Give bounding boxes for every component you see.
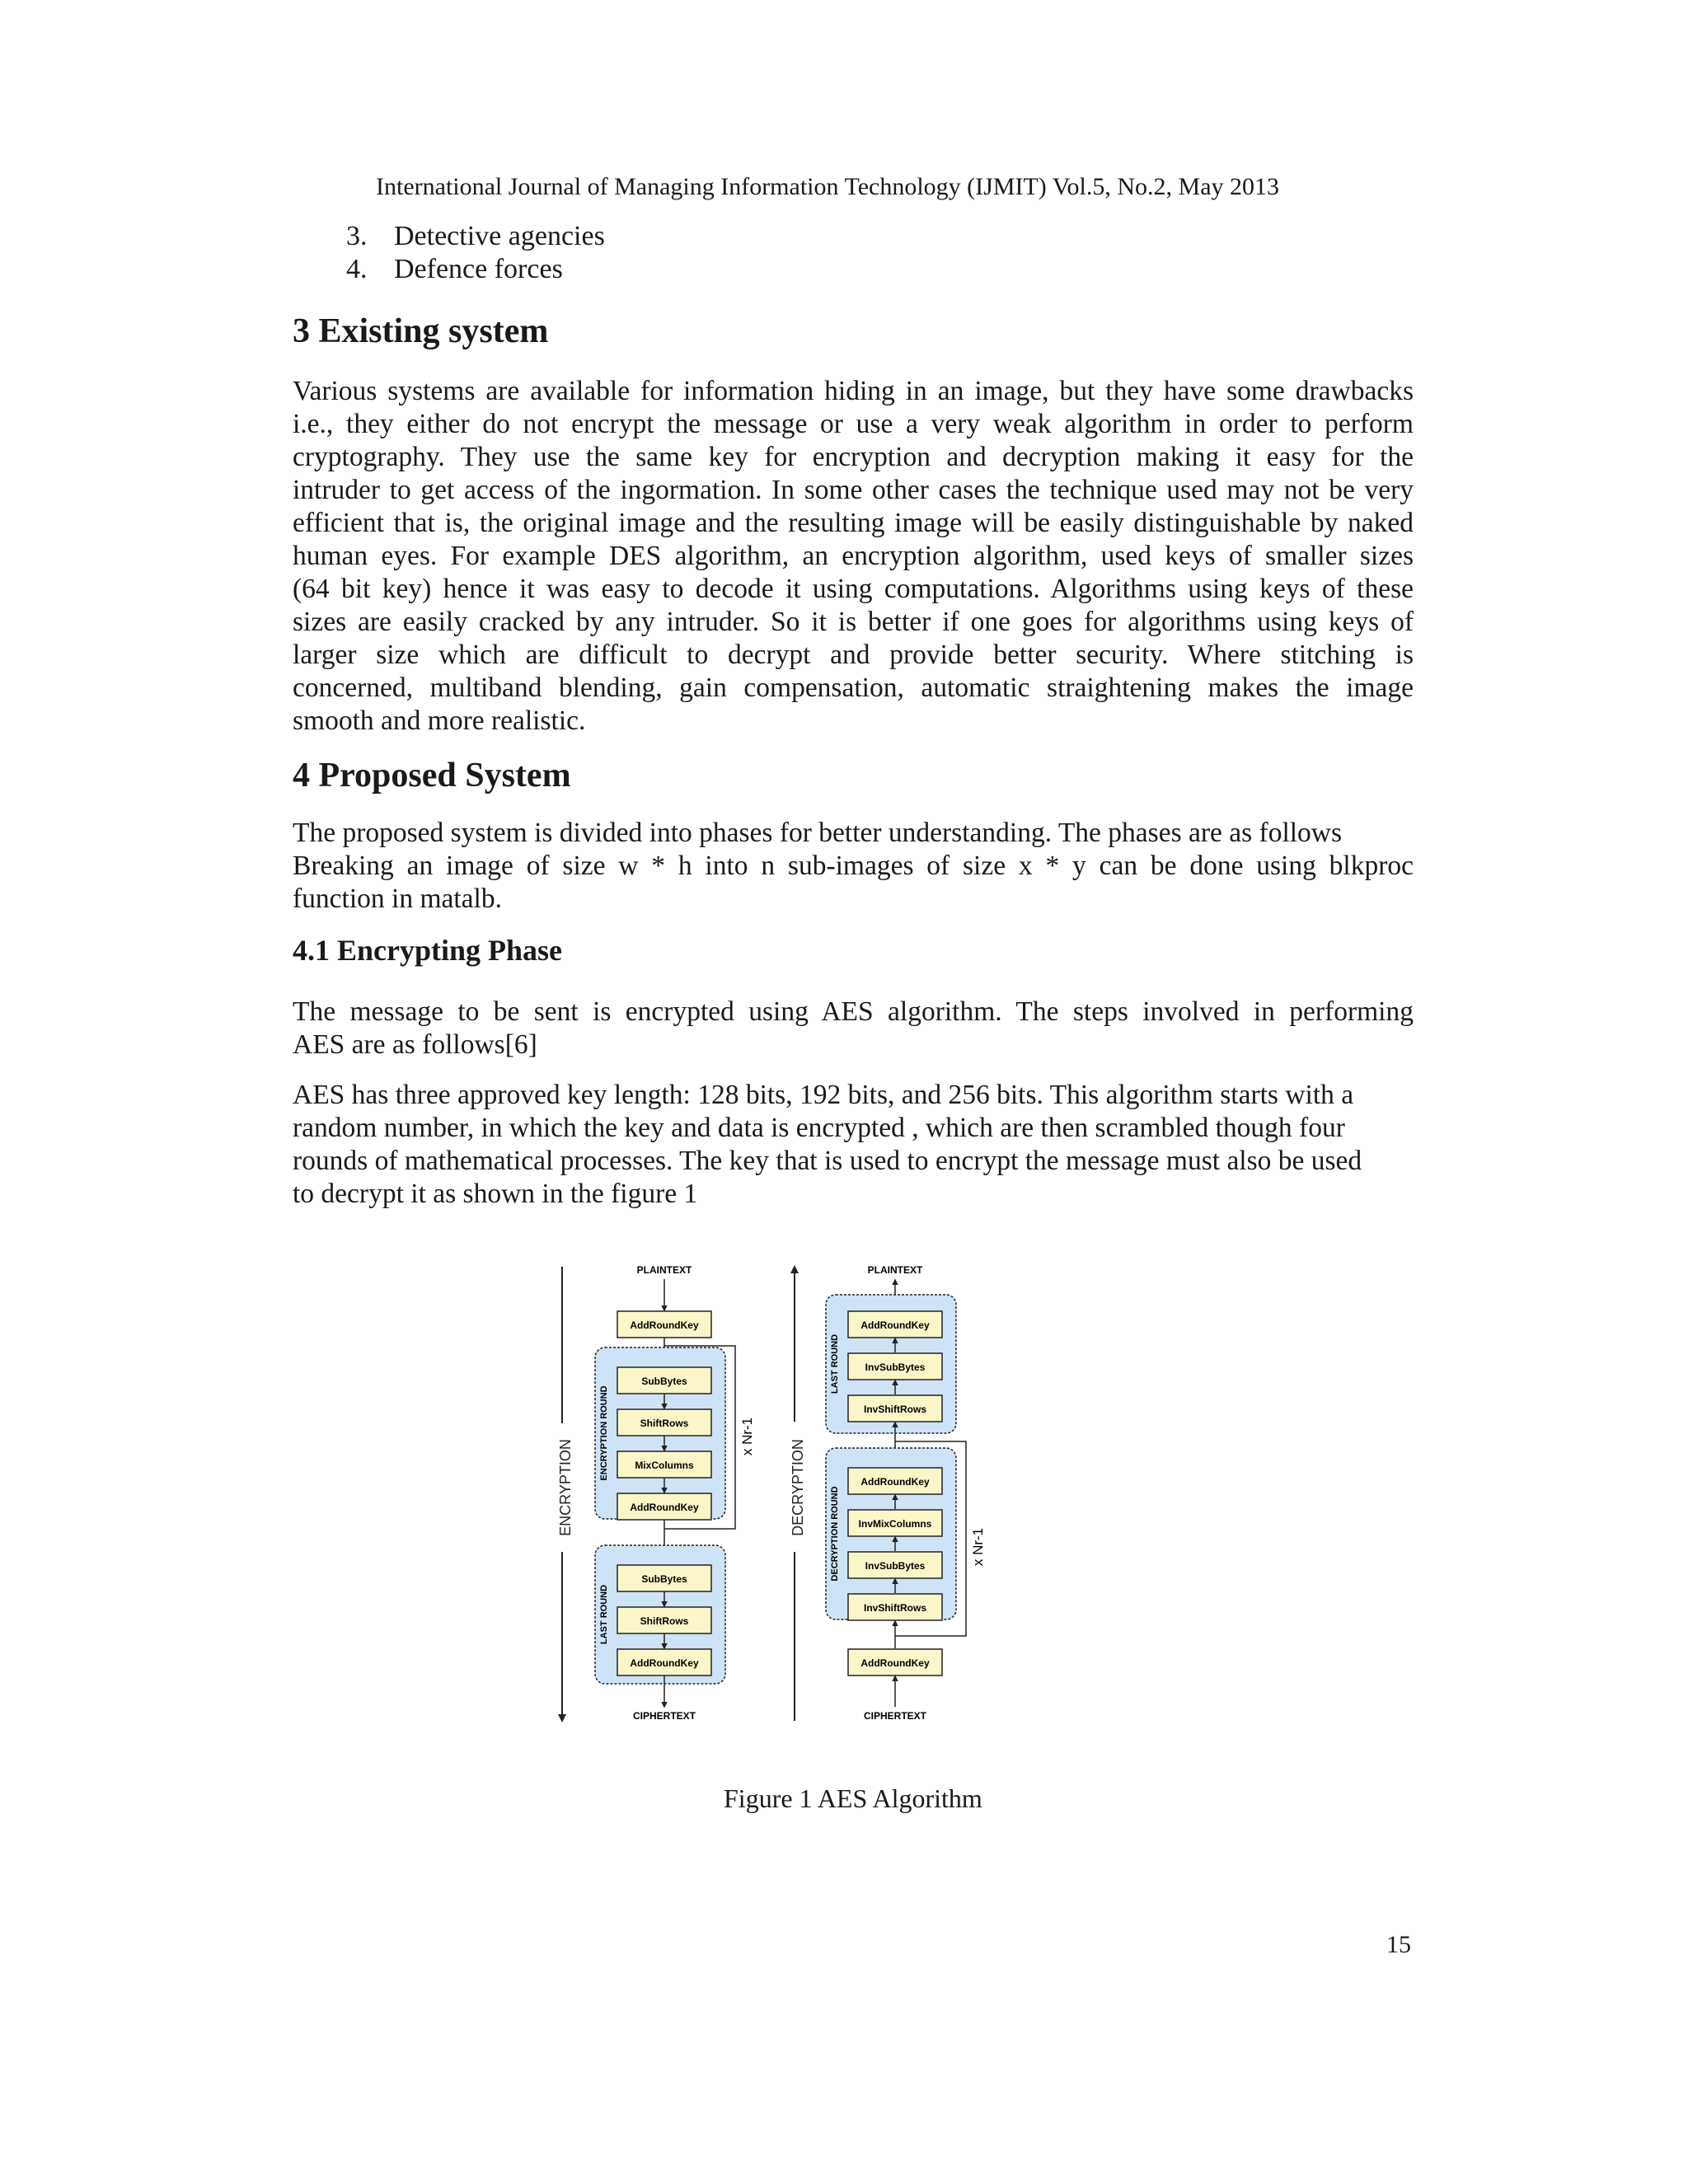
decryption-ciphertext-label: CIPHERTEXT bbox=[863, 1710, 927, 1722]
running-header: International Journal of Managing Information Technology (IJMIT) Vol.5, No.2, May 2013 bbox=[376, 173, 1280, 200]
step-label: AddRoundKey bbox=[630, 1502, 699, 1513]
last-round-label: LAST ROUND bbox=[599, 1584, 609, 1645]
step-label: ShiftRows bbox=[640, 1615, 689, 1627]
text-line: to decrypt it as shown in the figure 1 bbox=[293, 1179, 698, 1209]
encrypting-paragraph-2 bbox=[293, 1079, 1414, 1211]
section-heading-proposed-system: 4 Proposed System bbox=[293, 757, 571, 794]
text-line: efficient that is, the original image and the resulting image will be easily distinguishable by naked bbox=[293, 508, 1414, 538]
step-label: InvSubBytes bbox=[865, 1361, 926, 1373]
step-label: SubBytes bbox=[641, 1573, 687, 1585]
text-line: Breaking an image of size w * h into n sub-images of size x * y can be done using blkproc bbox=[293, 851, 1414, 881]
text-line: i.e., they either do not encrypt the message or use a very weak algorithm in order to perform bbox=[293, 409, 1414, 439]
section-heading-existing-system: 3 Existing system bbox=[293, 312, 549, 350]
step-label: ShiftRows bbox=[640, 1418, 689, 1429]
decryption-plaintext-label: PLAINTEXT bbox=[867, 1264, 923, 1276]
text-line: intruder to get access of the ingormation. In some other cases the technique used may not be very bbox=[293, 475, 1414, 505]
figure-caption: Figure 1 AES Algorithm bbox=[724, 1783, 982, 1813]
repeat-label: x Nr-1 bbox=[970, 1527, 986, 1567]
text-line: rounds of mathematical processes. The key that is used to encrypt the message must also be used bbox=[293, 1146, 1362, 1176]
encryption-ciphertext-label: CIPHERTEXT bbox=[632, 1710, 696, 1722]
step-label: InvShiftRows bbox=[863, 1602, 927, 1614]
step-label: AddRoundKey bbox=[860, 1657, 930, 1669]
text-line: The message to be sent is encrypted using AES algorithm. The steps involved in performing bbox=[293, 996, 1414, 1027]
list-item-text: Detective agencies bbox=[394, 221, 605, 251]
encryption-side-label: ENCRYPTION bbox=[557, 1439, 574, 1536]
list-item-text: Defence forces bbox=[394, 254, 563, 284]
encryption-plaintext-label: PLAINTEXT bbox=[636, 1264, 692, 1276]
step-label: AddRoundKey bbox=[860, 1319, 930, 1331]
existing-system-paragraph bbox=[293, 375, 1414, 738]
proposed-system-paragraph bbox=[293, 817, 1414, 916]
page-number: 15 bbox=[1386, 1931, 1411, 1958]
encryption-round-label: ENCRYPTION ROUND bbox=[599, 1385, 609, 1481]
text-line: human eyes. For example DES algorithm, an encryption algorithm, used keys of smaller sizes bbox=[293, 541, 1414, 571]
repeat-label: x Nr-1 bbox=[739, 1417, 755, 1456]
text-line: sizes are easily cracked by any intruder. So it is better if one goes for algorithms using keys of bbox=[293, 607, 1414, 637]
text-line: cryptography. They use the same key for encryption and decryption making it easy for the bbox=[293, 442, 1414, 472]
text-line: concerned, multiband blending, gain compensation, automatic straightening makes the image bbox=[293, 673, 1414, 703]
step-label: InvShiftRows bbox=[863, 1404, 927, 1415]
aes-algorithm-diagram bbox=[536, 1249, 997, 1743]
decryption-round-label: DECRYPTION ROUND bbox=[830, 1486, 840, 1582]
decryption-side-label: DECRYPTION bbox=[790, 1439, 806, 1536]
step-label: InvMixColumns bbox=[858, 1518, 932, 1530]
step-label: SubBytes bbox=[641, 1376, 687, 1387]
text-line: larger size which are difficult to decrypt and provide better security. Where stitching is bbox=[293, 640, 1414, 670]
text-line: smooth and more realistic. bbox=[293, 705, 586, 736]
encrypting-paragraph-1 bbox=[293, 996, 1414, 1062]
subsection-heading-encrypting-phase: 4.1 Encrypting Phase bbox=[293, 934, 563, 967]
last-round-label: LAST ROUND bbox=[830, 1333, 840, 1394]
step-label: InvSubBytes bbox=[865, 1560, 926, 1572]
list-item-number: 3. bbox=[346, 221, 368, 251]
step-label: MixColumns bbox=[635, 1460, 694, 1471]
text-line: function in matalb. bbox=[293, 883, 502, 914]
text-line: AES has three approved key length: 128 bits, 192 bits, and 256 bits. This algorithm starts with a bbox=[293, 1080, 1354, 1110]
text-line: (64 bit key) hence it was easy to decode it using computations. Algorithms using keys of these bbox=[293, 574, 1414, 604]
text-line: Various systems are available for information hiding in an image, but they have some drawbacks bbox=[293, 376, 1414, 406]
text-line: random number, in which the key and data is encrypted , which are then scrambled though four bbox=[293, 1113, 1345, 1143]
step-label: AddRoundKey bbox=[630, 1657, 699, 1669]
text-line: The proposed system is divided into phases for better understanding. The phases are as follows bbox=[293, 818, 1343, 848]
text-line: AES are as follows[6] bbox=[293, 1029, 537, 1060]
list-item bbox=[346, 254, 563, 285]
step-label: AddRoundKey bbox=[860, 1476, 930, 1488]
list-item bbox=[346, 221, 605, 252]
step-label: AddRoundKey bbox=[630, 1319, 699, 1331]
list-item-number: 4. bbox=[346, 254, 368, 284]
